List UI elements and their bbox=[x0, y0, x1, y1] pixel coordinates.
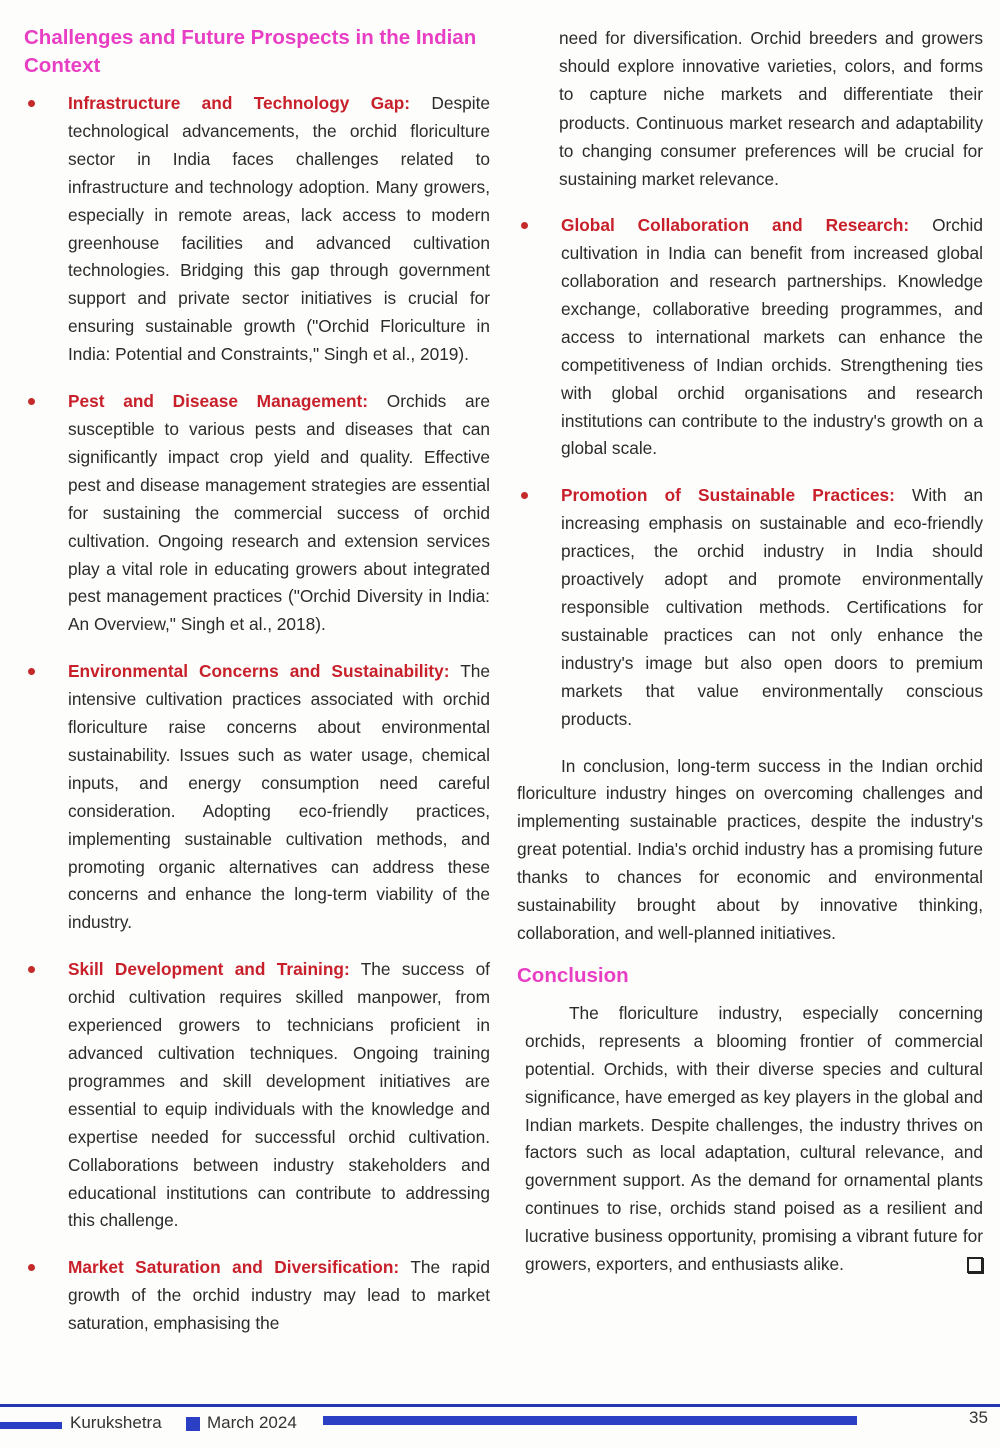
page-number: 35 bbox=[969, 1408, 988, 1427]
bullet-text: The intensive cultivation practices associated with orchid floriculture raise concerns about environmental sustainability. Issues such as water usage, chemical inputs, and energy consumption need careful consideration. Adopting eco-friendly practices, implementing sustainable cultivation methods, and promoting organic alternatives can address these concerns and enhance the long-term viability of the industry. bbox=[68, 661, 490, 933]
bullet-text: Despite technological advancements, the orchid floriculture sector in India faces challenges related to infrastructure and technology adoption. Many growers, especially in remote areas, lack access to modern greenhouse facilities and advanced cultivation technologies. Bridging this gap through government support and private sector initiatives is crucial for ensuring sustainable growth ("Orchid Floriculture in India: Potential and Constraints," Singh et al., 2019). bbox=[68, 93, 490, 365]
bullet-dot-icon bbox=[28, 668, 35, 675]
end-of-article-icon bbox=[967, 1257, 983, 1273]
bullet-item bbox=[517, 482, 983, 733]
bullet-dot-icon bbox=[521, 492, 528, 499]
continued-bullet-text bbox=[517, 24, 983, 193]
bullet-heading: Pest and Disease Management: bbox=[68, 391, 369, 412]
conclusion-paragraph-text bbox=[525, 1000, 983, 1279]
bullet-text: The rapid growth of the orchid industry may lead to market saturation, emphasising the bbox=[68, 1257, 490, 1334]
section-title: Challenges and Future Prospects in the Indian Context bbox=[24, 26, 477, 77]
bullet-text: With an increasing emphasis on sustainable and eco-friendly practices, the orchid industry in India should proactively adopt and promote environmentally responsible cultivation methods. Certifications for sustainable practices can not only enhance the industry's image but also open doors to premium markets that value environmentally conscious products. bbox=[561, 485, 983, 729]
bullet-item bbox=[24, 90, 490, 369]
bullet-item bbox=[24, 1254, 490, 1338]
footer-rule bbox=[0, 1404, 1000, 1407]
bullet-item bbox=[24, 658, 490, 937]
bullet-heading: Environmental Concerns and Sustainability: bbox=[68, 661, 450, 682]
bullet-text: Orchid cultivation in India can benefit from increased global collaboration and research partnerships. Knowledge exchange, collaborative breeding programmes, and access to international markets can enhance the competitiveness of Indian orchids. Strengthening ties with global orchid organisations and research institutions can contribute to the industry's growth on a global scale. bbox=[561, 215, 983, 459]
bullet-heading: Infrastructure and Technology Gap: bbox=[68, 93, 411, 113]
bullet-paragraph bbox=[68, 658, 490, 937]
bullet-text: The success of orchid cultivation requires skilled manpower, from experienced growers to technicians proficient in advanced cultivation techniques. Ongoing training programmes and skill development initiatives are essential to equip individuals with the knowledge and expertise needed for successful orchid cultivation. Collaborations between industry stakeholders and educational institutions can contribute to addressing this challenge. bbox=[68, 959, 490, 1231]
conclusion-title: Conclusion bbox=[517, 963, 629, 987]
bullet-paragraph bbox=[561, 212, 983, 463]
footer-square-icon bbox=[186, 1417, 200, 1431]
publication-name: Kurukshetra bbox=[70, 1413, 162, 1432]
bullet-dot-icon bbox=[28, 398, 35, 405]
bullet-dot-icon bbox=[28, 966, 35, 973]
bullet-heading: Market Saturation and Diversification: bbox=[68, 1257, 400, 1278]
bullet-heading: Promotion of Sustainable Practices: bbox=[561, 485, 895, 506]
bullet-paragraph bbox=[68, 956, 490, 1235]
bullet-heading: Global Collaboration and Research: bbox=[561, 215, 910, 236]
left-column bbox=[24, 24, 490, 1357]
issue-date: March 2024 bbox=[207, 1413, 297, 1432]
conclusion-paragraph bbox=[517, 1000, 983, 1279]
page-footer bbox=[0, 1400, 1000, 1447]
bullet-item bbox=[517, 212, 983, 463]
bullet-dot-icon bbox=[28, 1264, 35, 1271]
right-column bbox=[517, 24, 983, 1293]
bullet-heading: Skill Development and Training: bbox=[68, 959, 350, 980]
bullet-paragraph bbox=[68, 388, 490, 639]
bullet-paragraph bbox=[68, 1254, 490, 1338]
bullet-dot-icon bbox=[28, 100, 35, 107]
closing-paragraph-text: In conclusion, long-term success in the Indian orchid floriculture industry hinges on overcoming challenges and implementing sustainable practices, despite the industry's great potential. India's orchid industry has a promising future thanks to chances for economic and environmental sustainability brought about by innovative thinking, collaboration, and well-planned initiatives. bbox=[517, 755, 983, 943]
bullet-item bbox=[24, 956, 490, 1235]
conclusion-text: The floriculture industry, especially concerning orchids, represents a blooming frontier of commercial potential. Orchids, with their diverse species and cultural significance, have emerged as key players in the global and Indian markets. Despite challenges, the industry thrives on factors such as local adaptation, cultural relevance, and government support. As the demand for ornamental plants continues to rise, orchids stand poised as a resilient and lucrative business opportunity, promising a vibrant future for growers, exporters, and enthusiasts alike. bbox=[525, 1002, 983, 1275]
bullet-dot-icon bbox=[521, 222, 528, 229]
footer-bar-right bbox=[323, 1416, 857, 1425]
bullet-item bbox=[24, 388, 490, 639]
closing-paragraph bbox=[517, 753, 983, 948]
bullet-text: Orchids are susceptible to various pests and diseases that can significantly impact crop yield and quality. Effective pest and disease management strategies are essential for sustaining the commercial success of orchid cultivation. Ongoing research and extension services play a vital role in educating growers about integrated pest management practices ("Orchid Diversity in India: An Overview," Singh et al., 2018). bbox=[68, 391, 490, 635]
bullet-paragraph bbox=[68, 90, 490, 369]
continuation-paragraph: need for diversification. Orchid breeders and growers should explore innovative varieties, colors, and forms to capture niche markets and differentiate their products. Continuous market research and adaptability to changing consumer preferences will be crucial for sustaining market relevance. bbox=[559, 28, 983, 190]
bullet-paragraph bbox=[561, 482, 983, 733]
footer-bar-left bbox=[0, 1422, 62, 1429]
